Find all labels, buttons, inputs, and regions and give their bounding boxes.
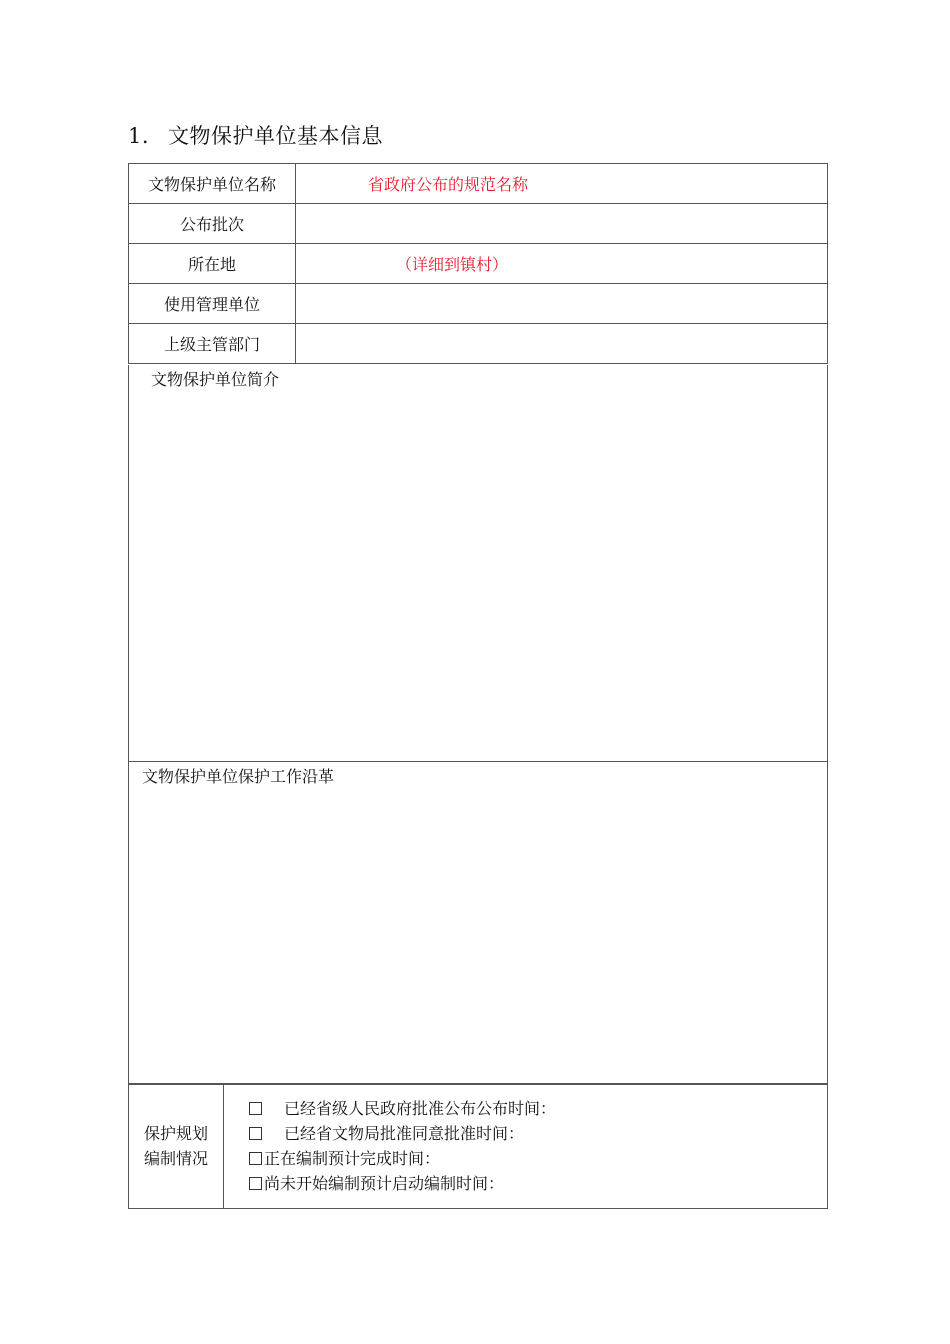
plan-label — [129, 1084, 224, 1208]
table-row — [129, 244, 828, 284]
table-row — [129, 284, 828, 324]
label-supervisor: 上级主管部门 — [129, 324, 296, 364]
label-management-unit: 使用管理单位 — [129, 284, 296, 324]
label-location: 所在地 — [129, 244, 296, 284]
basic-info-table — [128, 163, 828, 364]
section-title: 文物保护单位基本信息 — [168, 124, 383, 148]
checkbox-icon[interactable] — [249, 1177, 262, 1190]
option-label: 已经省级人民政府批准公布公布时间： — [284, 1099, 557, 1118]
plan-option-approved-province[interactable] — [249, 1096, 556, 1121]
checkbox-icon[interactable] — [249, 1102, 262, 1115]
location-field[interactable]: （详细到镇村） — [296, 244, 828, 284]
checkbox-icon[interactable] — [249, 1127, 262, 1140]
section-number: 1. — [128, 124, 150, 148]
history-section[interactable] — [128, 761, 828, 1085]
intro-title: 文物保护单位简介 — [151, 370, 280, 389]
option-label: 正在编制预计完成时间： — [264, 1149, 441, 1168]
plan-label-line1: 保护规划 — [143, 1124, 208, 1143]
table-row — [129, 324, 828, 364]
history-title: 文物保护单位保护工作沿革 — [142, 767, 335, 786]
section-heading — [128, 120, 383, 150]
plan-option-approved-bureau[interactable] — [249, 1121, 556, 1146]
plan-section — [128, 1083, 828, 1209]
plan-label-line2: 编制情况 — [143, 1149, 208, 1168]
table-row — [129, 164, 828, 204]
label-batch: 公布批次 — [129, 204, 296, 244]
intro-section[interactable] — [128, 365, 828, 762]
batch-field[interactable] — [296, 204, 828, 244]
checkbox-icon[interactable] — [249, 1152, 262, 1165]
option-label: 尚未开始编制预计启动编制时间： — [264, 1174, 505, 1193]
management-unit-field[interactable] — [296, 284, 828, 324]
plan-option-in-progress[interactable] — [249, 1146, 556, 1171]
label-unit-name: 文物保护单位名称 — [129, 164, 296, 204]
unit-name-field[interactable]: 省政府公布的规范名称 — [296, 164, 828, 204]
plan-option-not-started[interactable] — [249, 1171, 556, 1196]
option-label: 已经省文物局批准同意批准时间： — [284, 1124, 525, 1143]
supervisor-field[interactable] — [296, 324, 828, 364]
plan-options — [249, 1096, 556, 1196]
table-row — [129, 204, 828, 244]
